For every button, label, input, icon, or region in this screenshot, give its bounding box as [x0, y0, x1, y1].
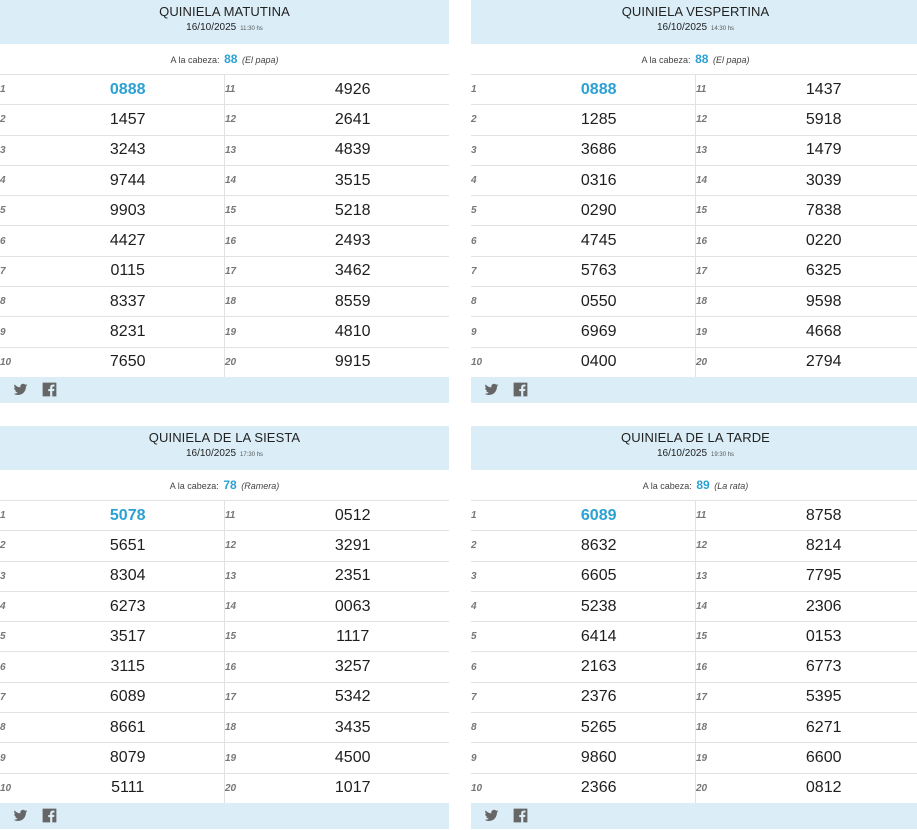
result-row [471, 75, 917, 105]
result-number: 5111 [31, 773, 224, 803]
result-number: 9915 [334, 353, 371, 371]
position-number: 10 [0, 356, 12, 368]
result-number: 9903 [31, 196, 224, 226]
result-row [471, 713, 917, 743]
facebook-icon[interactable] [42, 808, 57, 823]
result-number: 5395 [727, 682, 917, 712]
position-number: 18 [695, 287, 727, 317]
position-number: 11 [224, 75, 256, 105]
result-row [471, 743, 917, 773]
position-number: 1 [0, 75, 31, 105]
position-number: 14 [695, 591, 727, 621]
result-number: 4839 [256, 135, 449, 165]
result-number: 3257 [256, 652, 449, 682]
position-number: 16 [224, 226, 256, 256]
result-number: 4926 [256, 75, 449, 105]
position-number: 3 [0, 135, 31, 165]
position-number: 13 [224, 561, 256, 591]
result-number: 2163 [502, 652, 695, 682]
position-number: 18 [224, 287, 256, 317]
result-row [0, 317, 449, 347]
result-row [471, 622, 917, 652]
result-number: 9598 [727, 287, 917, 317]
cabeza-meaning: (El papa) [241, 55, 279, 65]
position-number: 12 [224, 531, 256, 561]
result-row [0, 196, 449, 226]
result-number: 3115 [31, 652, 224, 682]
result-row [471, 105, 917, 135]
position-number: 20 [695, 356, 708, 368]
position-number: 8 [471, 713, 502, 743]
result-row [471, 135, 917, 165]
cabeza-meaning: (Ramera) [241, 481, 280, 491]
position-number: 10 [471, 782, 483, 794]
result-row [0, 591, 449, 621]
position-number: 7 [471, 682, 502, 712]
twitter-icon[interactable] [484, 808, 499, 823]
position-number: 20 [695, 782, 708, 794]
position-number: 11 [695, 501, 727, 531]
result-number: 2306 [727, 591, 917, 621]
result-number: 9860 [502, 743, 695, 773]
card-header [0, 426, 449, 470]
result-number: 6325 [727, 256, 917, 286]
result-number: 0220 [727, 226, 917, 256]
draw-time: 11:30 hs [240, 26, 263, 32]
cabeza-label: A la cabeza: [169, 481, 219, 491]
card-footer [0, 803, 449, 829]
result-number: 1479 [727, 135, 917, 165]
cabeza-label: A la cabeza: [642, 481, 692, 491]
result-row [0, 226, 449, 256]
position-number: 9 [471, 743, 502, 773]
facebook-icon[interactable] [513, 808, 528, 823]
position-number: 18 [695, 713, 727, 743]
cabeza-meaning: (La rata) [714, 481, 749, 491]
result-row [0, 713, 449, 743]
result-number: 0400 [502, 347, 695, 377]
position-number: 2 [0, 531, 31, 561]
position-number: 4 [471, 165, 502, 195]
result-number: 0888 [502, 75, 695, 105]
position-number: 6 [471, 226, 502, 256]
result-number: 4745 [502, 226, 695, 256]
cabeza-row [0, 44, 449, 75]
result-row [0, 773, 449, 803]
quiniela-card [0, 0, 449, 403]
card-footer [471, 377, 917, 403]
draw-date: 16/10/2025 [186, 22, 237, 33]
result-number: 4427 [31, 226, 224, 256]
position-number: 10 [0, 782, 12, 794]
quiniela-card [471, 0, 917, 403]
cabeza-row [471, 470, 917, 501]
result-row [0, 531, 449, 561]
result-number: 1017 [334, 779, 371, 797]
position-number: 2 [471, 105, 502, 135]
result-row [471, 347, 917, 377]
position-number: 19 [695, 743, 727, 773]
position-number: 4 [0, 591, 31, 621]
card-title: QUINIELA MATUTINA [159, 4, 290, 19]
position-number: 17 [695, 256, 727, 286]
result-row [471, 652, 917, 682]
result-number: 3686 [502, 135, 695, 165]
position-number: 8 [0, 713, 31, 743]
position-number: 1 [0, 501, 31, 531]
card-date [0, 448, 449, 459]
draw-time: 17:30 hs [240, 452, 264, 458]
result-number: 9744 [31, 165, 224, 195]
result-number: 5265 [502, 713, 695, 743]
results-table [0, 501, 449, 803]
result-number: 6600 [727, 743, 917, 773]
result-number: 6271 [727, 713, 917, 743]
card-header [471, 426, 917, 470]
card-header [0, 0, 449, 44]
cabeza-label: A la cabeza: [641, 55, 691, 65]
position-number: 12 [695, 105, 727, 135]
position-number: 19 [695, 317, 727, 347]
card-date [0, 22, 449, 33]
result-row [0, 743, 449, 773]
result-row [471, 561, 917, 591]
position-number: 7 [471, 256, 502, 286]
position-number: 9 [0, 317, 31, 347]
result-row [0, 135, 449, 165]
cabeza-number: 89 [696, 478, 710, 492]
result-number: 0512 [256, 501, 449, 531]
result-number: 2493 [256, 226, 449, 256]
position-number: 19 [224, 743, 256, 773]
results-table [0, 75, 449, 377]
result-number: 3291 [256, 531, 449, 561]
result-number: 5651 [31, 531, 224, 561]
result-number: 0153 [727, 622, 917, 652]
result-number: 7650 [31, 347, 224, 377]
twitter-icon[interactable] [13, 382, 28, 397]
position-number: 13 [695, 135, 727, 165]
quiniela-card [471, 426, 917, 829]
position-number: 19 [224, 317, 256, 347]
result-number: 0888 [31, 75, 224, 105]
result-number: 8231 [31, 317, 224, 347]
position-number: 9 [0, 743, 31, 773]
result-number: 0812 [805, 779, 842, 797]
quiniela-card [0, 426, 449, 829]
result-number: 3243 [31, 135, 224, 165]
card-date [471, 448, 917, 459]
position-number: 15 [224, 196, 256, 226]
result-number: 5218 [256, 196, 449, 226]
card-footer [0, 377, 449, 403]
result-number: 0115 [31, 256, 224, 286]
result-row [471, 317, 917, 347]
result-number: 0290 [502, 196, 695, 226]
result-number: 3515 [256, 165, 449, 195]
position-number: 4 [471, 591, 502, 621]
result-number: 8079 [31, 743, 224, 773]
result-row [471, 591, 917, 621]
position-number: 5 [471, 622, 502, 652]
cabeza-number: 88 [695, 52, 709, 66]
result-row [471, 287, 917, 317]
result-number: 8337 [31, 287, 224, 317]
facebook-icon[interactable] [42, 382, 57, 397]
position-number: 17 [695, 682, 727, 712]
position-number: 9 [471, 317, 502, 347]
position-number: 3 [0, 561, 31, 591]
result-row [471, 226, 917, 256]
result-row [0, 256, 449, 286]
result-row [471, 256, 917, 286]
result-number: 8304 [31, 561, 224, 591]
card-title: QUINIELA VESPERTINA [621, 4, 770, 19]
result-row [471, 531, 917, 561]
position-number: 20 [224, 356, 237, 368]
result-number: 8214 [727, 531, 917, 561]
card-title: QUINIELA DE LA TARDE [621, 430, 770, 445]
position-number: 17 [224, 256, 256, 286]
draw-time: 19:30 hs [711, 452, 735, 458]
result-number: 6089 [31, 682, 224, 712]
result-row [0, 347, 449, 377]
position-number: 6 [0, 652, 31, 682]
result-row [0, 287, 449, 317]
result-number: 8559 [256, 287, 449, 317]
result-number: 3462 [256, 256, 449, 286]
result-row [0, 501, 449, 531]
result-row [471, 773, 917, 803]
result-number: 8758 [727, 501, 917, 531]
position-number: 6 [471, 652, 502, 682]
position-number: 13 [695, 561, 727, 591]
cabeza-label: A la cabeza: [170, 55, 220, 65]
draw-date: 16/10/2025 [185, 448, 237, 459]
result-row [0, 561, 449, 591]
position-number: 3 [471, 135, 502, 165]
result-row [471, 196, 917, 226]
result-number: 0063 [256, 591, 449, 621]
position-number: 5 [471, 196, 502, 226]
result-number: 6273 [31, 591, 224, 621]
result-row [0, 622, 449, 652]
position-number: 8 [0, 287, 31, 317]
cabeza-number: 88 [224, 52, 238, 66]
position-number: 8 [471, 287, 502, 317]
result-number: 7795 [727, 561, 917, 591]
position-number: 4 [0, 165, 31, 195]
position-number: 2 [471, 531, 502, 561]
cabeza-number: 78 [223, 478, 237, 492]
result-row [471, 165, 917, 195]
result-number: 1117 [256, 622, 449, 652]
result-number: 3435 [256, 713, 449, 743]
result-number: 6969 [502, 317, 695, 347]
result-number: 5918 [727, 105, 917, 135]
position-number: 7 [0, 682, 31, 712]
results-table [471, 501, 917, 803]
position-number: 15 [695, 196, 727, 226]
result-number: 1285 [502, 105, 695, 135]
card-title: QUINIELA DE LA SIESTA [148, 430, 301, 445]
result-number: 2366 [502, 773, 695, 803]
position-number: 14 [224, 165, 256, 195]
result-number: 5238 [502, 591, 695, 621]
result-number: 2351 [256, 561, 449, 591]
position-number: 16 [224, 652, 256, 682]
results-table [471, 75, 917, 377]
twitter-icon[interactable] [484, 382, 499, 397]
result-number: 0550 [502, 287, 695, 317]
position-number: 16 [695, 226, 727, 256]
result-row [0, 105, 449, 135]
facebook-icon[interactable] [513, 382, 528, 397]
result-row [0, 165, 449, 195]
position-number: 12 [695, 531, 727, 561]
cabeza-meaning: (El papa) [712, 55, 750, 65]
result-number: 8661 [31, 713, 224, 743]
card-header [471, 0, 917, 44]
card-footer [471, 803, 917, 829]
result-number: 5342 [256, 682, 449, 712]
position-number: 15 [224, 622, 256, 652]
result-number: 5763 [502, 256, 695, 286]
result-number: 1457 [31, 105, 224, 135]
draw-date: 16/10/2025 [656, 448, 708, 459]
result-number: 3517 [31, 622, 224, 652]
draw-date: 16/10/2025 [656, 22, 708, 33]
cabeza-row [471, 44, 917, 75]
result-row [0, 682, 449, 712]
position-number: 16 [695, 652, 727, 682]
position-number: 11 [695, 75, 727, 105]
position-number: 2 [0, 105, 31, 135]
result-number: 6089 [502, 501, 695, 531]
twitter-icon[interactable] [13, 808, 28, 823]
result-number: 0316 [502, 165, 695, 195]
result-row [471, 501, 917, 531]
result-number: 5078 [31, 501, 224, 531]
result-number: 1437 [727, 75, 917, 105]
position-number: 13 [224, 135, 256, 165]
result-row [0, 75, 449, 105]
result-number: 6414 [502, 622, 695, 652]
result-number: 3039 [727, 165, 917, 195]
cabeza-row [0, 470, 449, 501]
result-row [0, 652, 449, 682]
position-number: 6 [0, 226, 31, 256]
position-number: 5 [0, 196, 31, 226]
result-number: 6773 [727, 652, 917, 682]
position-number: 12 [224, 105, 256, 135]
position-number: 15 [695, 622, 727, 652]
card-date [471, 22, 917, 33]
result-number: 2794 [805, 353, 842, 371]
position-number: 11 [224, 501, 256, 531]
position-number: 20 [224, 782, 237, 794]
position-number: 14 [695, 165, 727, 195]
position-number: 17 [224, 682, 256, 712]
position-number: 10 [471, 356, 483, 368]
result-number: 8632 [502, 531, 695, 561]
result-number: 4810 [256, 317, 449, 347]
position-number: 14 [224, 591, 256, 621]
result-number: 2641 [256, 105, 449, 135]
result-number: 4500 [256, 743, 449, 773]
position-number: 1 [471, 501, 502, 531]
result-number: 4668 [727, 317, 917, 347]
draw-time: 14:30 hs [711, 26, 735, 32]
position-number: 5 [0, 622, 31, 652]
result-number: 7838 [727, 196, 917, 226]
position-number: 3 [471, 561, 502, 591]
result-row [471, 682, 917, 712]
result-number: 6605 [502, 561, 695, 591]
position-number: 1 [471, 75, 502, 105]
position-number: 7 [0, 256, 31, 286]
position-number: 18 [224, 713, 256, 743]
result-number: 2376 [502, 682, 695, 712]
